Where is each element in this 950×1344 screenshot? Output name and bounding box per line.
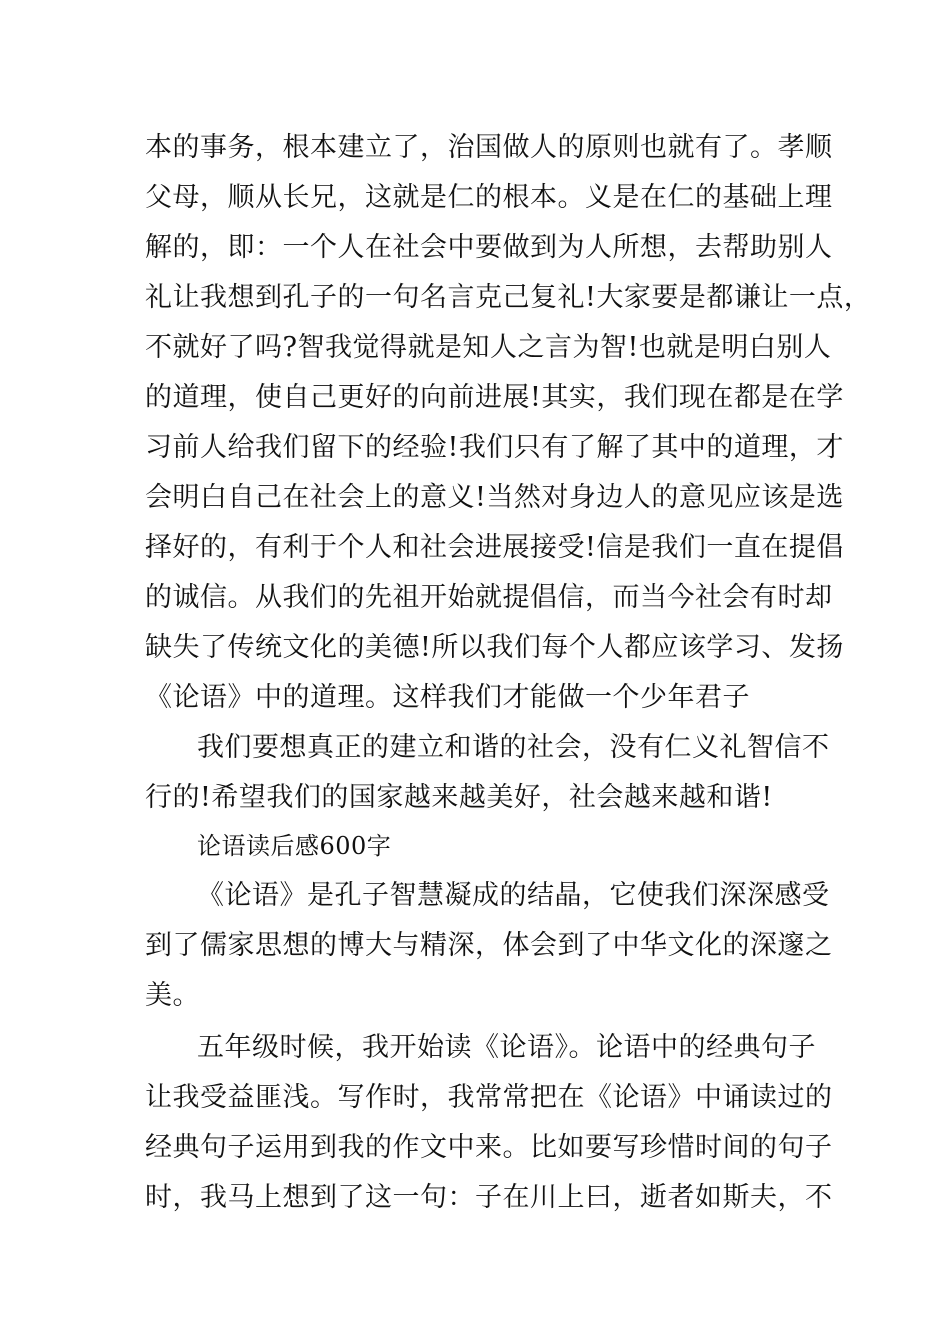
text-line: 择好的，有利于个人和社会进展接受!信是我们一直在提倡 [145, 532, 844, 563]
text-line: 五年级时候，我开始读《论语》。论语中的经典句子 [197, 1032, 816, 1063]
text-line: 父母，顺从长兄，这就是仁的根本。义是在仁的基础上理 [145, 182, 833, 213]
text-line: 礼让我想到孔子的一句名言克己复礼!大家要是都谦让一点， [145, 282, 872, 313]
text-line: 美。 [145, 980, 200, 1011]
text-line: 不就好了吗?智我觉得就是知人之言为智!也就是明白别人 [145, 332, 832, 363]
text-line: 《论语》是孔子智慧凝成的结晶，它使我们深深感受 [197, 880, 830, 911]
text-line: 经典句子运用到我的作文中来。比如要写珍惜时间的句子 [145, 1132, 833, 1163]
text-line: 的诚信。从我们的先祖开始就提倡信，而当今社会有时却 [145, 582, 833, 613]
text-line: 《论语》中的道理。这样我们才能做一个少年君子 [145, 682, 750, 713]
text-line: 到了儒家思想的博大与精深，体会到了中华文化的深邃之 [145, 930, 833, 961]
text-line: 我们要想真正的建立和谐的社会，没有仁义礼智信不 [197, 732, 830, 763]
text-line: 时，我马上想到了这一句：子在川上曰，逝者如斯夫，不 [145, 1182, 833, 1213]
text-line: 让我受益匪浅。写作时，我常常把在《论语》中诵读过的 [145, 1082, 833, 1113]
text-line: 的道理，使自己更好的向前进展!其实，我们现在都是在学 [145, 382, 844, 413]
text-line: 解的，即：一个人在社会中要做到为人所想，去帮助别人 [145, 232, 833, 263]
text-line: 会明白自己在社会上的意义!当然对身边人的意见应该是选 [145, 482, 844, 513]
text-line: 行的!希望我们的国家越来越美好，社会越来越和谐! [145, 782, 773, 813]
text-line: 缺失了传统文化的美德!所以我们每个人都应该学习、发扬 [145, 632, 844, 663]
section-heading: 论语读后感600字 [197, 832, 392, 860]
text-line: 本的事务，根本建立了，治国做人的原则也就有了。孝顺 [145, 132, 833, 163]
text-line: 习前人给我们留下的经验!我们只有了解了其中的道理，才 [145, 432, 844, 463]
